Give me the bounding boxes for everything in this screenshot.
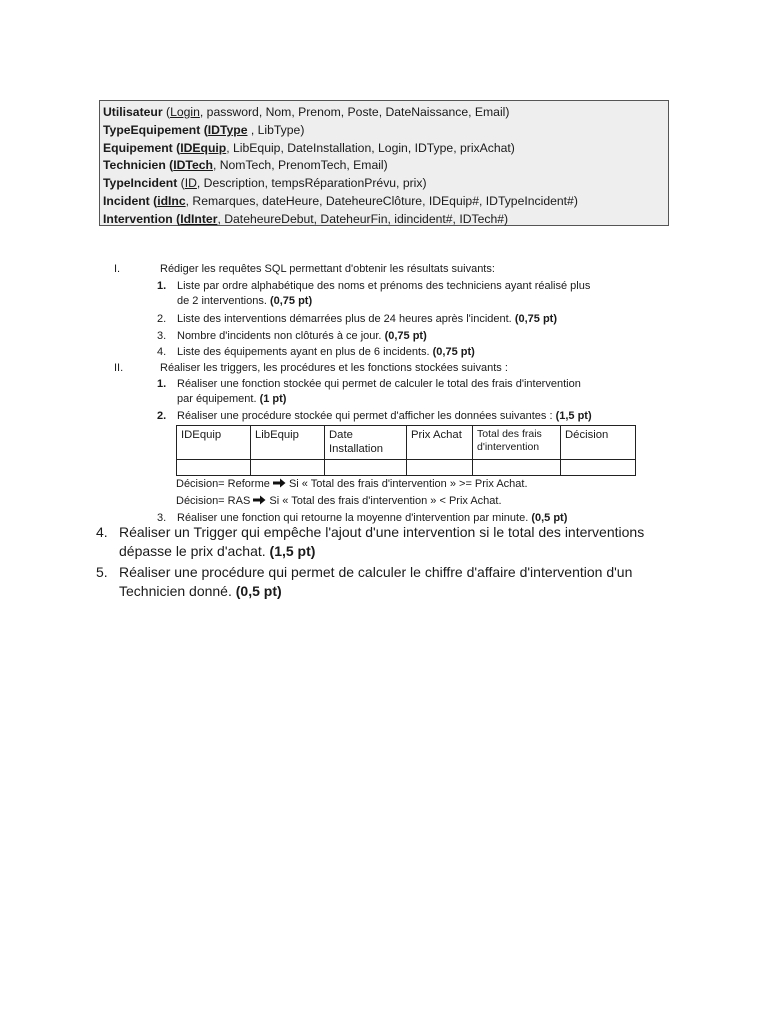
- primary-key: Login: [170, 105, 200, 119]
- points: (0,75 pt): [269, 295, 313, 307]
- table-name: Intervention: [103, 211, 173, 226]
- table-name: Incident: [103, 193, 150, 208]
- table-header-cell: IDEquip: [177, 426, 251, 460]
- exercise-4-continuation: [119, 543, 315, 559]
- schema-fields: , NomTech, PrenomTech, Email): [212, 158, 388, 173]
- schema-fields: , Remarques, dateHeure, DateheureClôture, IDEquip#, IDTypeIncident#): [185, 193, 578, 208]
- table-cell: [407, 460, 473, 476]
- primary-key: idInc: [157, 193, 186, 208]
- table-header-cell: Total des frais d'intervention: [473, 426, 561, 460]
- item-text: Liste par ordre alphabétique des noms et prénoms des techniciens ayant réalisé plus: [177, 280, 591, 292]
- item-number: 5.: [96, 564, 108, 580]
- item-text: Réaliser un Trigger qui empêche l'ajout d'une intervention si le total des interventions: [119, 524, 645, 540]
- primary-key: IDEquip: [180, 140, 227, 155]
- item-text: Nombre d'incidents non clôturés à ce jour.: [177, 330, 382, 342]
- points: (0,75 pt): [384, 330, 427, 342]
- table-name: TypeEquipement: [103, 122, 201, 137]
- item-number: 4.: [96, 524, 108, 540]
- item-continuation: [177, 295, 312, 307]
- item-number: 3.: [157, 330, 167, 342]
- table-name: Utilisateur: [103, 105, 163, 119]
- schema-row-typeincident: TypeIncident (ID, Description, tempsRéparationPrévu, prix): [103, 176, 427, 191]
- table-name: TypeIncident: [103, 176, 178, 191]
- table-header-cell: LibEquip: [251, 426, 325, 460]
- exercise-5-continuation: [119, 583, 282, 599]
- decision-condition: Si « Total des frais d'intervention » >= Prix Achat.: [288, 478, 528, 490]
- table-cell: [325, 460, 407, 476]
- item-number: 1.: [157, 378, 167, 390]
- section-title: Réaliser les triggers, les procédures et les fonctions stockées suivants :: [160, 362, 508, 374]
- primary-key: IDTech: [173, 158, 213, 173]
- item-text-wrap: [177, 330, 427, 342]
- item-text: Liste des équipements ayant en plus de 6 incidents.: [177, 346, 430, 358]
- table-header-cell: Date Installation: [325, 426, 407, 460]
- section-number: II.: [114, 362, 124, 374]
- points: (0,75 pt): [432, 346, 475, 358]
- item-text: par équipement.: [177, 393, 257, 405]
- points: (0,5 pt): [531, 512, 568, 524]
- item-text: Réaliser une fonction qui retourne la moyenne d'intervention par minute.: [177, 512, 529, 524]
- points: (1 pt): [259, 393, 287, 405]
- table-row: [177, 460, 636, 476]
- schema-row-technicien: Technicien (IDTech, NomTech, PrenomTech, Email): [103, 158, 388, 173]
- decision-table: [176, 425, 636, 476]
- schema-fields: , Description, tempsRéparationPrévu, prix): [196, 176, 427, 191]
- table-cell: [561, 460, 636, 476]
- points: (0,75 pt): [514, 313, 557, 325]
- item-text: Technicien donné.: [119, 583, 232, 599]
- schema-fields: , LibEquip, DateInstallation, Login, IDType, prixAchat): [226, 140, 515, 155]
- table-header-cell: Décision: [561, 426, 636, 460]
- points: (1,5 pt): [269, 543, 316, 559]
- schema-box: [99, 100, 669, 226]
- decision-rule-ras: [176, 495, 502, 507]
- item-text: Réaliser une procédure qui permet de calculer le chiffre d'affaire d'intervention d'un: [119, 564, 633, 580]
- schema-row-intervention: Intervention (IdInter, DateheureDebut, DateheurFin, idincident#, IDTech#): [103, 211, 509, 226]
- table-cell: [177, 460, 251, 476]
- item-number: 2.: [157, 313, 167, 325]
- schema-row-utilisateur: Utilisateur (Login, password, Nom, Prenom, Poste, DateNaissance, Email): [103, 105, 510, 119]
- primary-key: ID: [184, 176, 197, 191]
- primary-key: IDType: [207, 122, 248, 137]
- item-number: 2.: [157, 410, 167, 422]
- item-number: 1.: [157, 280, 167, 292]
- schema-fields: , password, Nom, Prenom, Poste, DateNaissance, Email): [199, 105, 510, 119]
- points: (0,5 pt): [235, 583, 282, 599]
- points: (1,5 pt): [555, 410, 592, 422]
- item-continuation: [177, 393, 286, 405]
- item-number: 4.: [157, 346, 167, 358]
- item-text: dépasse le prix d'achat.: [119, 543, 266, 559]
- item-text: de 2 interventions.: [177, 295, 267, 307]
- table-name: Equipement: [103, 140, 173, 155]
- arrow-right-icon: [253, 495, 266, 505]
- schema-row-incident: Incident (idInc, Remarques, dateHeure, DateheureClôture, IDEquip#, IDTypeIncident#): [103, 193, 578, 208]
- decision-prefix: Décision= Reforme: [176, 478, 270, 490]
- decision-rule-reforme: [176, 478, 528, 490]
- table-header-cell: Prix Achat: [407, 426, 473, 460]
- item-text-wrap: [177, 313, 557, 325]
- schema-fields: , LibType): [247, 122, 305, 137]
- table-header-row: [177, 426, 636, 460]
- item-text: Réaliser une procédure stockée qui permet d'afficher les données suivantes :: [177, 410, 553, 422]
- table-cell: [473, 460, 561, 476]
- item-text: Liste des interventions démarrées plus de 24 heures après l'incident.: [177, 313, 512, 325]
- table-name: Technicien: [103, 158, 166, 173]
- arrow-right-icon: [273, 478, 286, 488]
- section-title: Rédiger les requêtes SQL permettant d'obtenir les résultats suivants:: [160, 263, 495, 275]
- item-number: 3.: [157, 512, 167, 524]
- primary-key: IdInter: [180, 211, 218, 226]
- item-text: Réaliser une fonction stockée qui permet de calculer le total des frais d'intervention: [177, 378, 581, 390]
- decision-condition: Si « Total des frais d'intervention » < Prix Achat.: [269, 495, 502, 507]
- schema-row-typeequipement: TypeEquipement (IDType , LibType): [103, 122, 305, 137]
- section-number: I.: [114, 263, 121, 275]
- item-text-wrap: [177, 346, 475, 358]
- item-text-wrap: [177, 410, 592, 422]
- schema-fields: , DateheureDebut, DateheurFin, idincident#, IDTech#): [217, 211, 509, 226]
- schema-row-equipement: Equipement (IDEquip, LibEquip, DateInstallation, Login, IDType, prixAchat): [103, 140, 515, 155]
- item-text-wrap: [177, 512, 567, 524]
- table-cell: [251, 460, 325, 476]
- decision-prefix: Décision= RAS: [176, 495, 251, 507]
